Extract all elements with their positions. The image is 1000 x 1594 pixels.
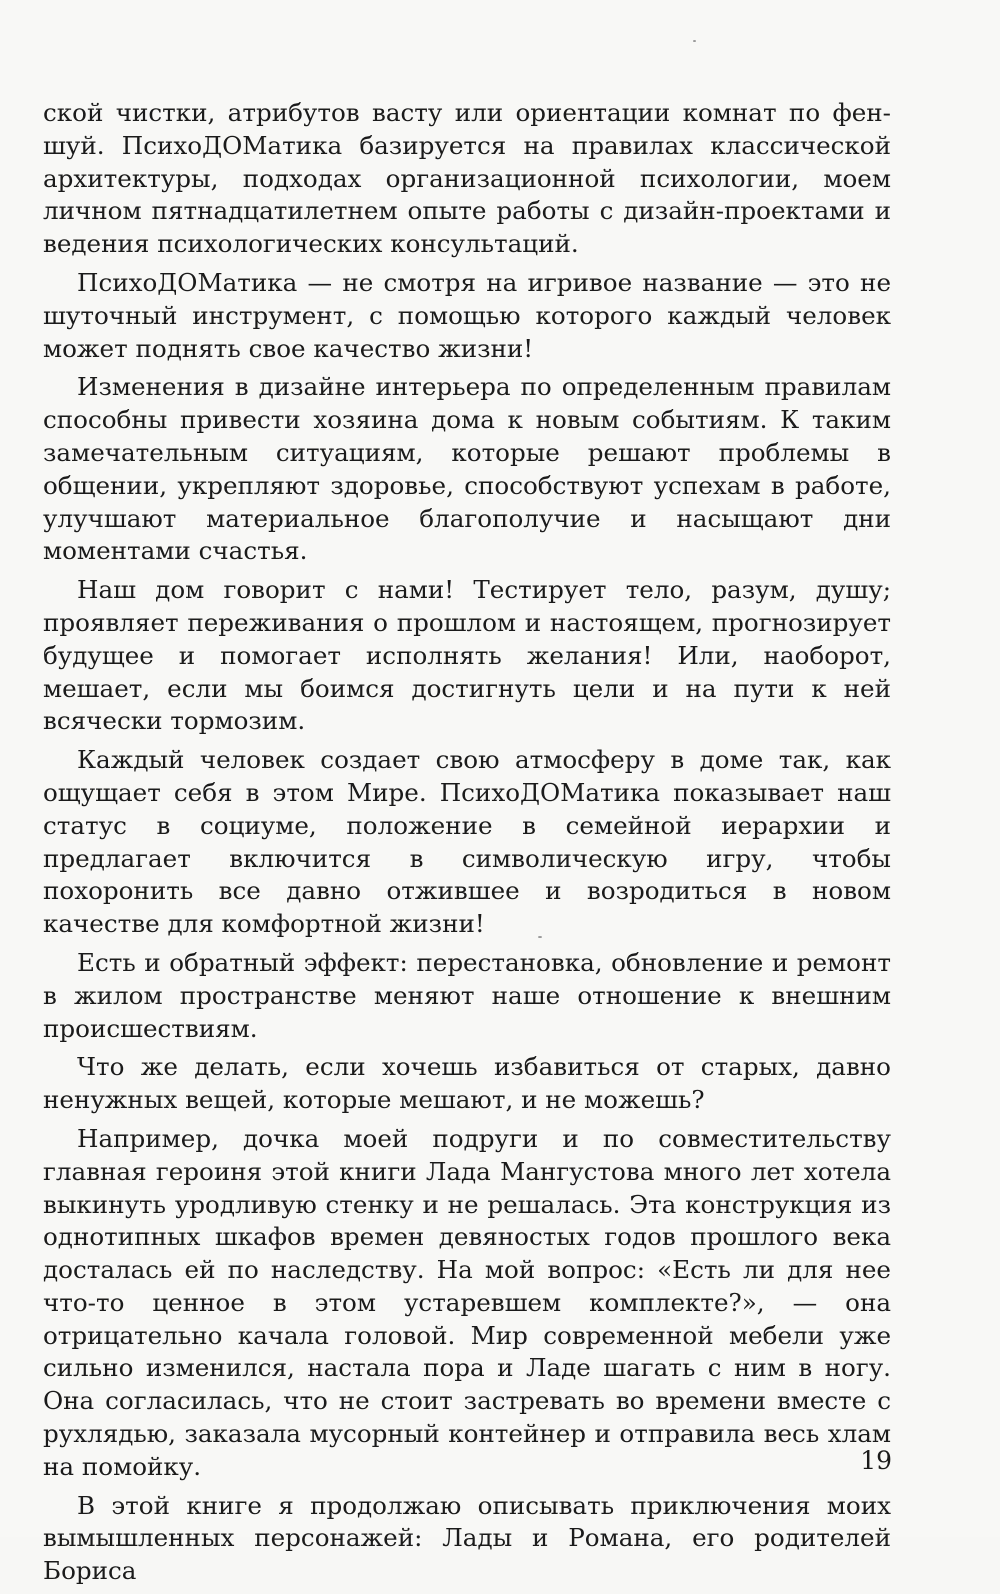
paragraph-1: ской чистки, атрибутов васту или ориентации комнат по фен-шуй. ПсихоДОМатика базируется на правилах классической архитектуры, подходах организационной психологии, моем личном пятнадцатилетнем опыте работы с дизайн-проектами и ведения психологических консультаций.: [43, 98, 891, 259]
scan-speck: [693, 40, 696, 42]
paragraph-7: Что же делать, если хочешь избавиться от старых, давно ненужных вещей, которые мешают, и не можешь?: [43, 1052, 891, 1115]
paragraph-4: Наш дом говорит с нами! Тестирует тело, разум, душу; проявляет переживания о прошлом и настоящем, прогнозирует будущее и помогает исполнять желания! Или, наоборот, мешает, если мы боимся достигнуть цели и на пути к ней всячески тормозим.: [43, 575, 891, 736]
page-number: 19: [860, 1446, 892, 1475]
paragraph-5: Каждый человек создает свою атмосферу в доме так, как ощущает себя в этом Мире. ПсихоДОМатика показывает наш статус в социуме, положение в семейной иерархии и предлагает включится в символическую игру, чтобы похоронить все давно отжившее и возродиться в новом качестве для комфортной жизни!: [43, 745, 891, 939]
paragraph-3: Изменения в дизайне интерьера по определенным правилам способны привести хозяина дома к новым событиям. К таким замечательным ситуациям, которые решают проблемы в общении, укрепляют здоровье, способствуют успехам в работе, улучшают материальное благополучие и насыщают дни моментами счастья.: [43, 372, 891, 566]
paragraph-8: Например, дочка моей подруги и по совместительству главная героиня этой книги Лада Мангустова много лет хотела выкинуть уродливую стенку и не решалась. Эта конструкция из однотипных шкафов времен девяностых годов прошлого века досталась ей по наследству. На мой вопрос: «Есть ли для нее что-то ценное в этом устаревшем комплекте?», — она отрицательно качала головой. Мир современной мебели уже сильно изменился, настала пора и Ладе шагать с ним в ногу. Она согласилась, что не стоит застревать во времени вместе с рухлядью, заказала мусорный контейнер и отправила весь хлам на помойку.: [43, 1123, 891, 1481]
paragraph-9: В этой книге я продолжаю описывать приключения моих вымышленных персонажей: Лады и Романа, его родителей Бориса: [43, 1490, 891, 1586]
paragraph-6: Есть и обратный эффект: перестановка, обновление и ремонт в жилом пространстве меняют наше отношение к внешним происшествиям.: [43, 947, 891, 1043]
paragraph-2: ПсихоДОМатика — не смотря на игривое название — это не шуточный инструмент, с помощью которого каждый человек может поднять свое качество жизни!: [43, 267, 891, 363]
scan-speck: [538, 936, 542, 938]
body-text: [43, 97, 891, 1594]
